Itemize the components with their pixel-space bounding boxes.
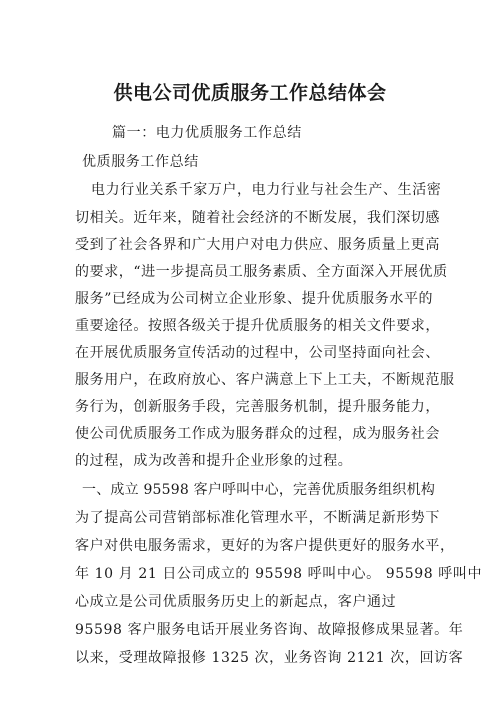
paragraph-line: 的要求，“进一步提高员工服务素质、全方面深入开展优质 [75, 264, 448, 280]
document-title: 供电公司优质服务工作总结体会 [113, 82, 387, 104]
paragraph-line: 的过程，成为改善和提升企业形象的过程。 [75, 453, 353, 469]
paragraph-line: 使公司优质服务工作成为服务群众的过程，成为服务社会 [75, 426, 440, 442]
paragraph-line: 服务”已经成为公司树立企业形象、提升优质服务水平的 [75, 291, 434, 307]
paragraph-line: 以来，受理故障报修 1325 次，业务咨询 2121 次，回访客 [75, 650, 464, 666]
paragraph-line: 95598 客户服务电话开展业务咨询、故障报修成果显著。年 [75, 622, 464, 638]
paragraph-line: 为了提高公司营销部标准化管理水平，不断满足新形势下 [75, 510, 440, 526]
paragraph-line: 重要途径。按照各级关于提升优质服务的相关文件要求， [75, 318, 440, 334]
paragraph-line: 在开展优质服务宣传活动的过程中，公司坚持面向社会、 [75, 345, 440, 361]
section-label: 篇一：电力优质服务工作总结 [112, 125, 302, 141]
document-subtitle: 优质服务工作总结 [82, 154, 199, 170]
paragraph-line: 客户对供电服务需求，更好的为客户提供更好的服务水平， [75, 538, 455, 554]
section-heading: 一、成立 95598 客户呼叫中心，完善优质服务组织机构 [82, 482, 436, 498]
paragraph-line: 服务用户，在政府放心、客户满意上下上工夫，不断规范服 [75, 372, 455, 388]
paragraph-line: 电力行业关系千家万户，电力行业与社会生产、生活密 [91, 182, 442, 198]
paragraph-line: 务行为，创新服务手段，完善服务机制，提升服务能力， [75, 399, 440, 415]
paragraph-line: 切相关。近年来，随着社会经济的不断发展，我们深切感 [75, 210, 440, 226]
paragraph-line: 年 10 月 21 日公司成立的 95598 呼叫中心。 95598 呼叫中 [75, 566, 483, 582]
paragraph-line: 受到了社会各界和广大用户对电力供应、服务质量上更高 [75, 237, 440, 253]
paragraph-line: 心成立是公司优质服务历史上的新起点，客户通过 [75, 594, 397, 610]
